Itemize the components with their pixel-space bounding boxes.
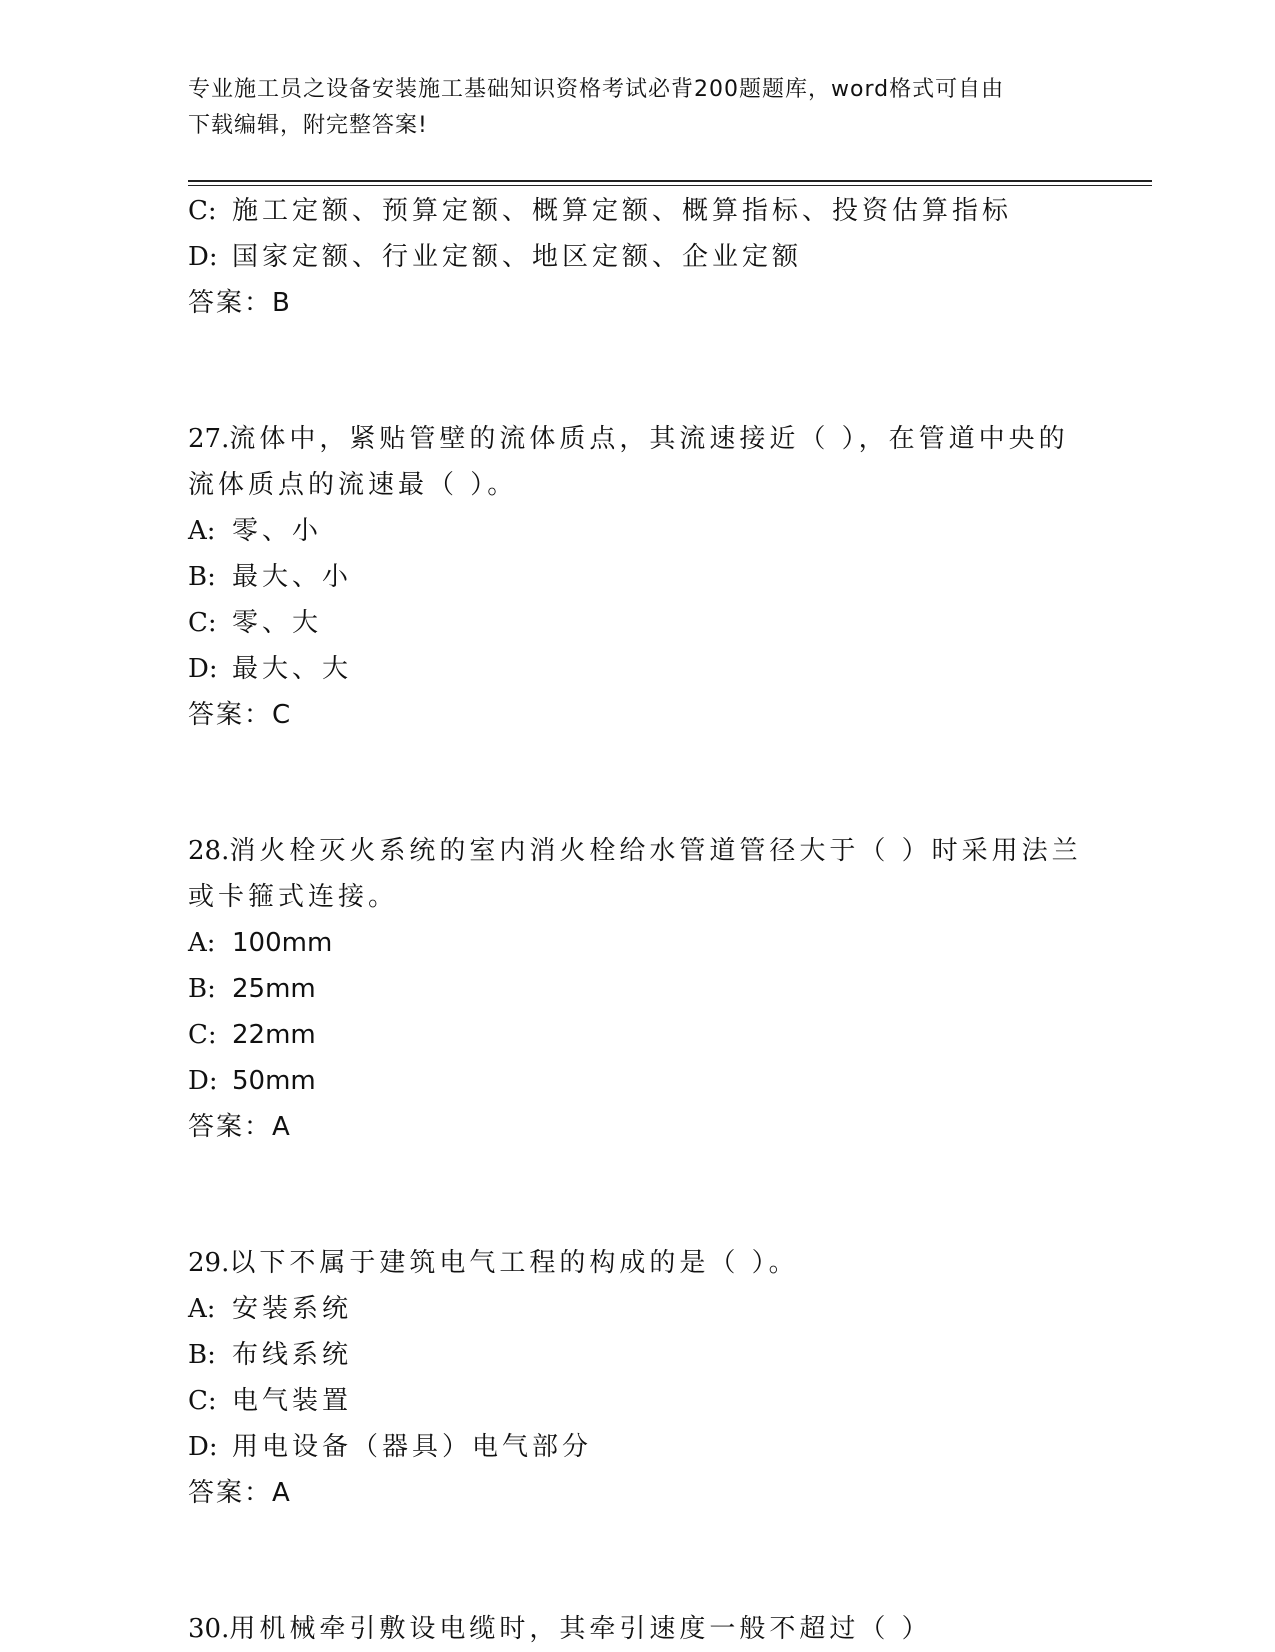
question-stem bbox=[188, 416, 1088, 508]
question-stem bbox=[188, 828, 1088, 920]
option-letter: C: bbox=[188, 1020, 217, 1050]
answer-line: 答案：A bbox=[188, 1478, 292, 1508]
option-letter: C: bbox=[188, 1386, 217, 1416]
option-letter: A: bbox=[188, 516, 216, 546]
question-28 bbox=[188, 828, 1088, 1150]
option-text: 施工定额、预算定额、概算定额、概算指标、投资估算指标 bbox=[232, 196, 1013, 226]
option-d bbox=[188, 1058, 1088, 1104]
question-stem-line-1: 消火栓灭火系统的室内消火栓给水管道管径大于（ ）时采用法兰 bbox=[229, 836, 1082, 866]
option-text: 用电设备（器具）电气部分 bbox=[232, 1432, 593, 1462]
option-b bbox=[188, 1332, 1088, 1378]
question-number: 27. bbox=[188, 424, 230, 454]
option-text: 22mm bbox=[232, 1020, 316, 1050]
option-c bbox=[188, 1378, 1088, 1424]
header-rule-thick bbox=[188, 180, 1152, 182]
question-stem-line-1: 流体中，紧贴管壁的流体质点，其流速接近（ ），在管道中央的 bbox=[229, 424, 1069, 454]
option-a bbox=[188, 1286, 1088, 1332]
answer-line: 答案：C bbox=[188, 700, 293, 730]
option-a bbox=[188, 508, 1088, 554]
question-stem-line-1: 用机械牵引敷设电缆时，其牵引速度一般不超过（ ） bbox=[229, 1614, 932, 1644]
option-a bbox=[188, 920, 1088, 966]
spacer bbox=[188, 1150, 1088, 1240]
question-stem-line-1: 以下不属于建筑电气工程的构成的是（ ）。 bbox=[229, 1248, 799, 1278]
option-c bbox=[188, 600, 1088, 646]
question-stem bbox=[188, 1240, 1088, 1286]
option-text: 电气装置 bbox=[232, 1386, 353, 1416]
option-letter: C: bbox=[188, 196, 217, 226]
option-b bbox=[188, 966, 1088, 1012]
option-text: 零、小 bbox=[232, 516, 323, 546]
question-27 bbox=[188, 416, 1088, 738]
option-text: 25mm bbox=[232, 974, 316, 1004]
question-number: 29. bbox=[188, 1248, 230, 1278]
header-rule-thin bbox=[188, 185, 1152, 186]
option-d bbox=[188, 646, 1088, 692]
option-letter: B: bbox=[188, 974, 216, 1004]
option-letter: C: bbox=[188, 608, 217, 638]
question-stem-line-2: 或卡箍式连接。 bbox=[188, 882, 399, 912]
option-text: 最大、大 bbox=[232, 654, 353, 684]
option-c bbox=[188, 188, 1088, 234]
header-line-2: 下载编辑，附完整答案! bbox=[188, 113, 428, 138]
option-letter: B: bbox=[188, 1340, 216, 1370]
question-stem bbox=[188, 1606, 1088, 1652]
option-text: 国家定额、行业定额、地区定额、企业定额 bbox=[232, 242, 803, 272]
spacer bbox=[188, 738, 1088, 828]
option-letter: B: bbox=[188, 562, 216, 592]
option-text: 零、大 bbox=[232, 608, 323, 638]
question-list bbox=[188, 188, 1088, 1652]
spacer bbox=[188, 326, 1088, 416]
option-letter: D: bbox=[188, 1066, 218, 1096]
option-text: 布线系统 bbox=[232, 1340, 353, 1370]
answer-line: 答案：B bbox=[188, 288, 292, 318]
option-letter: D: bbox=[188, 654, 218, 684]
header-line-1: 专业施工员之设备安装施工基础知识资格考试必背200题题库，word格式可自由 bbox=[188, 77, 1005, 102]
option-text: 安装系统 bbox=[232, 1294, 353, 1324]
question-stem-line-2: 流体质点的流速最（ ）。 bbox=[188, 470, 518, 500]
option-text: 最大、小 bbox=[232, 562, 353, 592]
question-30 bbox=[188, 1606, 1088, 1652]
option-text: 50mm bbox=[232, 1066, 316, 1096]
question-29 bbox=[188, 1240, 1088, 1516]
option-b bbox=[188, 554, 1088, 600]
option-letter: A: bbox=[188, 1294, 216, 1324]
question-26-tail bbox=[188, 188, 1088, 326]
option-letter: A: bbox=[188, 928, 216, 958]
document-header bbox=[188, 72, 1088, 144]
option-text: 100mm bbox=[232, 928, 333, 958]
question-number: 28. bbox=[188, 836, 230, 866]
option-c bbox=[188, 1012, 1088, 1058]
option-d bbox=[188, 234, 1088, 280]
spacer bbox=[188, 1516, 1088, 1606]
option-letter: D: bbox=[188, 1432, 218, 1462]
question-number: 30. bbox=[188, 1614, 230, 1644]
answer-line: 答案：A bbox=[188, 1112, 292, 1142]
option-d bbox=[188, 1424, 1088, 1470]
option-letter: D: bbox=[188, 242, 218, 272]
